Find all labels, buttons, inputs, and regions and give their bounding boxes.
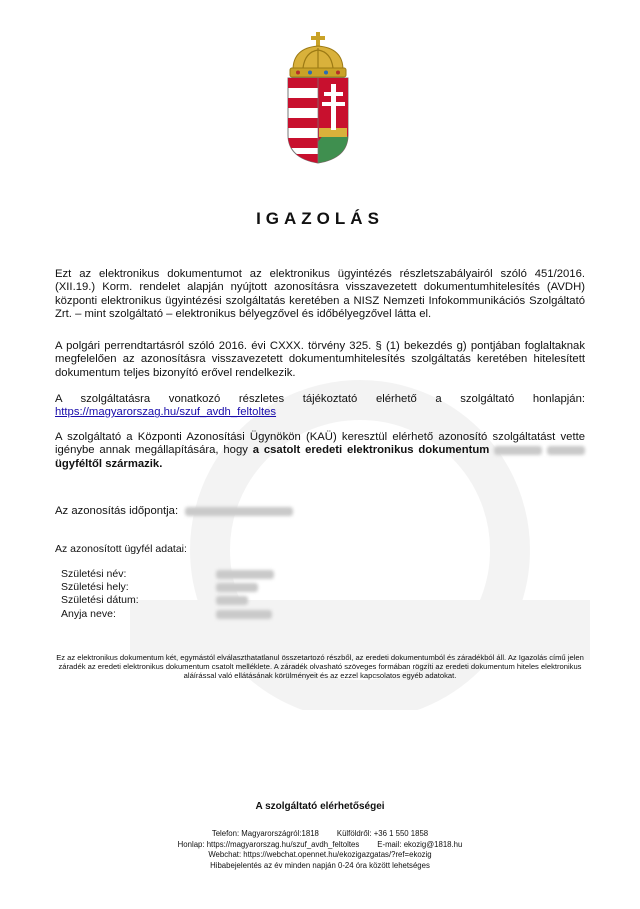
redacted-auth-time: [185, 507, 293, 516]
footer-web-row: [0, 840, 640, 851]
field-row-birth-name: [61, 568, 274, 581]
redacted-field-value: [216, 596, 248, 605]
paragraph-identification: [55, 431, 585, 471]
field-label: Születési hely:: [61, 581, 129, 594]
info-link[interactable]: https://magyarorszag.hu/szuf_avdh_feltoltes: [55, 406, 277, 419]
paragraph-avdh-intro: Ezt az elektronikus dokumentumot az elektronikus ügyintézés részletszabályairól szóló 451/2016. (XII.19.) Korm. rendelet alapján nyújtott azonosításra visszavezetett dokumentumhitelesítés (AVDH) központi elektronikus ügyintézési szolgáltatás keretében a NISZ Nemzeti Infokommunikációs Szolgáltató Zrt. – mint szolgáltató – elektronikus bélyegzővel és időbélyegzővel látta el.: [55, 268, 585, 320]
footer-phone-row: [0, 829, 640, 840]
client-origin-text: ügyféltől származik.: [55, 457, 163, 470]
field-row-mother-name: [61, 608, 274, 621]
footer-contacts: [0, 829, 640, 871]
redacted-value: [494, 446, 542, 455]
identification-text: A szolgáltató a Központi Azonosítási Ügynökön (KAÜ) keresztül elérhető azonosító szolgáltatást vette igénybe annak megállapítására, hogy: [55, 431, 585, 457]
footer-phone-abroad: Külföldről: +36 1 550 1858: [336, 829, 429, 838]
footer-hours: Hibabejelentés az év minden napján 0-24 óra között lehetséges: [210, 860, 430, 870]
person-data-heading: Az azonosított ügyfél adatai:: [55, 543, 187, 555]
paragraph-evidence: A polgári perrendtartásról szóló 2016. évi CXXX. törvény 325. § (1) bekezdés g) pontjában foglaltaknak megfelelően az azonosításra visszavezetett dokumentumhitelesítés szolgáltatás keretében hitelesített dokumentum teljes bizonyító erővel rendelkezik.: [55, 340, 585, 379]
footer-title: A szolgáltató elérhetőségei: [255, 801, 385, 812]
footer-email[interactable]: E-mail: ekozig@1818.hu: [377, 839, 463, 849]
redacted-field-value: [216, 570, 274, 579]
document-title: IGAZOLÁS: [256, 209, 384, 228]
footer-web[interactable]: Honlap: https://magyarorszag.hu/szuf_avdh_feltoltes: [177, 839, 360, 849]
legal-notice: Ez az elektronikus dokumentum két, egymástól elválaszthatatlanul összetartozó részből, az eredeti dokumentumból és záradékból áll. Az Igazolás című jelen záradék az eredeti elektronikus dokumentum csatolt melléklete. A záradék olvasható szöveges formában rögzíti az eredeti dokumentum hiteles elektronikus aláírással való ellátásának körülményeit és az ezzel kapcsolatos egyéb adatokat.: [56, 653, 584, 681]
attached-document-text: a csatolt eredeti elektronikus dokumentum: [252, 444, 490, 457]
redacted-value: [547, 446, 585, 455]
field-label: Születési név:: [61, 568, 127, 580]
field-label: Születési dátum:: [61, 594, 139, 607]
redacted-field-value: [216, 610, 272, 619]
redacted-field-value: [216, 583, 258, 592]
auth-time-row: [55, 505, 293, 517]
person-fields: [61, 568, 274, 621]
coat-of-arms-icon: [283, 30, 353, 165]
footer-phone: Telefon: Magyarországról:1818: [211, 829, 319, 838]
field-row-birth-place: [61, 581, 274, 594]
auth-time-label: Az azonosítás időpontja:: [55, 505, 179, 517]
paragraph-info: [55, 393, 585, 420]
info-text: A szolgáltatásra vonatkozó részletes tájékoztató elérhető a szolgáltató honlapján:: [55, 393, 585, 405]
field-label: Anyja neve:: [61, 607, 116, 620]
field-row-birth-date: [61, 594, 274, 607]
footer-webchat[interactable]: Webchat: https://webchat.opennet.hu/ekozigazgatas/?ref=ekozig: [208, 850, 432, 860]
